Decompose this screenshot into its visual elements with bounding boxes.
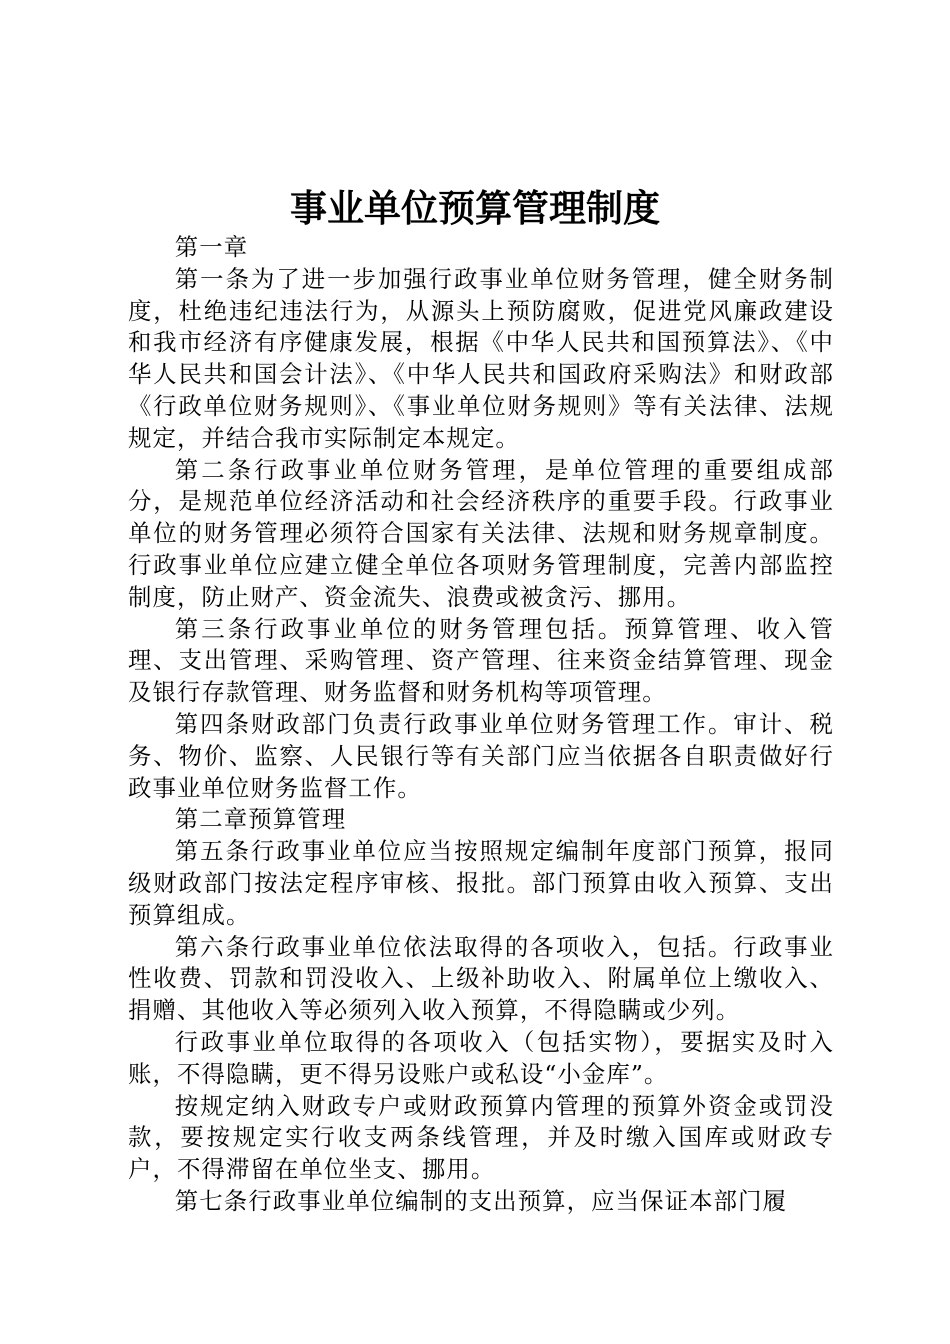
paragraph-article-6: 第六条行政事业单位依法取得的各项收入，包括。行政事业性收费、罚款和罚没收入、上级补助收入、附属单位上缴收入、捐赠、其他收入等必须列入收入预算，不得隐瞒或少列。 [128,932,834,1025]
paragraph-article-7: 第七条行政事业单位编制的支出预算，应当保证本部门履 [174,1186,788,1215]
paragraph-article-1: 第一条为了进一步加强行政事业单位财务管理，健全财务制度，杜绝违纪违法行为，从源头上预防腐败，促进党风廉政建设和我市经济有序健康发展，根据《中华人民共和国预算法》、《中华人民共和国会计法》、《中华人民共和国政府采购法》和财政部《行政单位财务规则》、《事业单位财务规则》等有关法律、法规规定，并结合我市实际制定本规定。 [128,264,834,452]
paragraph-extra-budget-funds: 按规定纳入财政专户或财政预算内管理的预算外资金或罚没款，要按规定实行收支两条线管理，并及时缴入国库或财政专户，不得滞留在单位坐支、挪用。 [128,1091,834,1184]
chapter-heading: 第二章预算管理 [174,805,347,834]
paragraph-income-recording: 行政事业单位取得的各项收入（包括实物），要据实及时入账，不得隐瞒，更不得另设账户或私设“小金库”。 [128,1027,834,1088]
paragraph-article-2: 第二条行政事业单位财务管理，是单位管理的重要组成部分，是规范单位经济活动和社会经济秩序的重要手段。行政事业单位的财务管理必须符合国家有关法律、法规和财务规章制度。行政事业单位应建立健全单位各项财务管理制度，完善内部监控制度，防止财产、资金流失、浪费或被贪污、挪用。 [128,455,834,611]
document-body [128,232,834,1218]
chapter-heading: 第一章 [174,233,249,261]
paragraph-article-4: 第四条财政部门负责行政事业单位财务管理工作。审计、税务、物价、监察、人民银行等有关部门应当依据各自职责做好行政事业单位财务监督工作。 [128,709,834,802]
paragraph-article-3: 第三条行政事业单位的财务管理包括。预算管理、收入管理、支出管理、采购管理、资产管理、往来资金结算管理、现金及银行存款管理、财务监督和财务机构等项管理。 [128,614,834,707]
paragraph-article-5: 第五条行政事业单位应当按照规定编制年度部门预算，报同级财政部门按法定程序审核、报批。部门预算由收入预算、支出预算组成。 [128,837,834,929]
document-title: 事业单位预算管理制度 [290,186,660,230]
